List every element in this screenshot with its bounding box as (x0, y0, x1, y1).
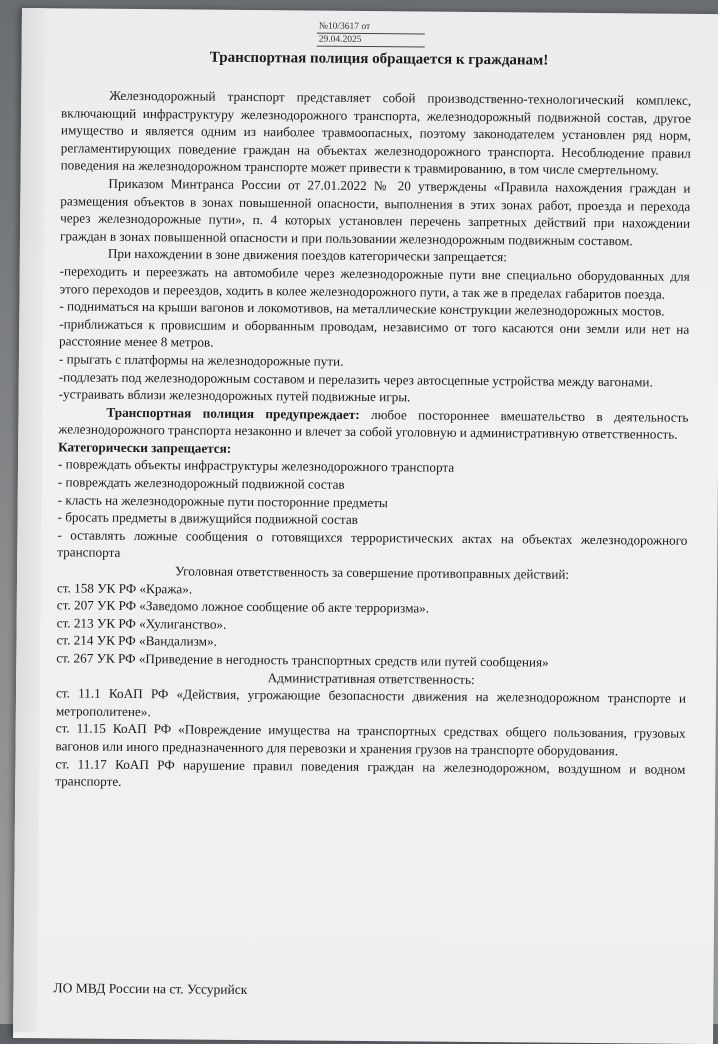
stamp-date: 29.04.2025 (317, 34, 425, 48)
list-item: -устраивать вблизи железнодорожных путей подвижные игры. (58, 386, 411, 405)
intro-paragraph: Железнодорожный транспорт представляет собой производственно-технологический комплекс, включающий инфраструктуру железнодорожного транспорта, железнодорожный подвижной состав, другое имущество и является одним из наиболее травмоопасных, поэтому законодателем установлен ряд норм, регламентирующих поведение граждан на объектах железнодорожного транспорта. Несоблюдение правил поведения на железнодорожном транспорте может привести к травмированию, в том числе смертельному. (60, 87, 692, 178)
stamp-number: №10/3617 от (317, 21, 425, 35)
list-item: - подниматься на крыши вагонов и локомотивов, на металлические конструкции железнодорожных мостов. (59, 298, 665, 319)
list-item: ст. 158 УК РФ «Кража». (56, 579, 193, 597)
list-item: ст. 207 УК РФ «Заведомо ложное сообщение об акте терроризма». (56, 597, 430, 616)
document-title: Транспортная полиция обращается к гражданам! (209, 49, 549, 69)
admin-heading: Административная ответственность: (267, 669, 475, 687)
list-item: ст. 11.1 КоАП РФ «Действия, угрожающие безопасности движения на железнодорожном транспорте и метрополитене». (55, 685, 687, 719)
movement-zone-paragraph: При нахождении в зоне движения поездов категорически запрещается: (107, 246, 507, 265)
order-paragraph: Приказом Минтранса России от 27.01.2022 № 20 утверждены «Правила нахождения граждан и размещения объектов в зонах повышенной опасности, выполнения в этих зонах работ, проезда и перехода через железнодорожные пути», п. 4 которых установлен перечень запретных действий при нахождении граждан в зонах повышенной опасности и при пользовании железнодорожным подвижным составом. (59, 175, 691, 249)
list-item: ст. 214 УК РФ «Вандализм». (56, 632, 217, 650)
list-item: ст. 11.15 КоАП РФ «Повреждение имущества на транспортных средствах общего пользования, грузовых вагонов или иного предназначенного для перевозки и хранения грузов на транспорте оборудования. (55, 720, 686, 759)
warning-text: любое постороннее вмешательство в деятельность железнодорожного транспорта незаконно и влечет за собой уголовную и административную ответственность. (58, 406, 689, 443)
list-item: -подлезать под железнодорожным составом и перелазить через автосцепные устройства между вагонами. (58, 368, 653, 390)
list-item: ст. 11.17 КоАП РФ нарушение правил поведения граждан на железнодорожном, воздушном и водном транспорте. (55, 755, 686, 790)
list-item: - повреждать объекты инфраструктуры железнодорожного транспорта (57, 456, 455, 476)
list-item: ст. 213 УК РФ «Хулиганство». (56, 615, 227, 632)
registration-stamp (317, 21, 425, 52)
document-page (13, 8, 718, 1044)
warning-paragraph (58, 403, 688, 444)
criminal-heading: Уголовная ответственность за совершение противоправных действий: (174, 563, 570, 582)
list-item: - прыгать с платформы на железнодорожные пути. (58, 351, 344, 369)
document-body (55, 86, 691, 795)
list-item: - класть на железнодорожные пути посторонние предметы (57, 491, 388, 510)
list-item: - оставлять ложные сообщения о готовящихся террористических актах на объектах железнодорожного транспорта (57, 527, 688, 561)
list-item: ст. 267 УК РФ «Приведение в негодность транспортных средств или путей сообщения» (56, 650, 549, 670)
list-item: - повреждать железнодорожный подвижной состав (57, 474, 345, 492)
document-signature: ЛО МВД России на ст. Уссурийск (53, 980, 248, 998)
list-item: - бросать предметы в движущийся подвижной состав (57, 509, 359, 528)
prohibitions-heading-text: Категорически запрещается: (58, 439, 232, 456)
list-item: -приближаться к провисшим и оборванным проводам, независимо от того касаются они земли или нет на расстояние менее 8 метров. (59, 316, 690, 350)
list-item: -переходить и переезжать на автомобиле через железнодорожные пути вне специально оборудованных для этого переходов и переездов, ходить в колее железнодорожного пути, а так же в пределах габаритов поезда. (59, 263, 690, 302)
warning-lead: Транспортная полиция предупреждает: (106, 404, 360, 422)
